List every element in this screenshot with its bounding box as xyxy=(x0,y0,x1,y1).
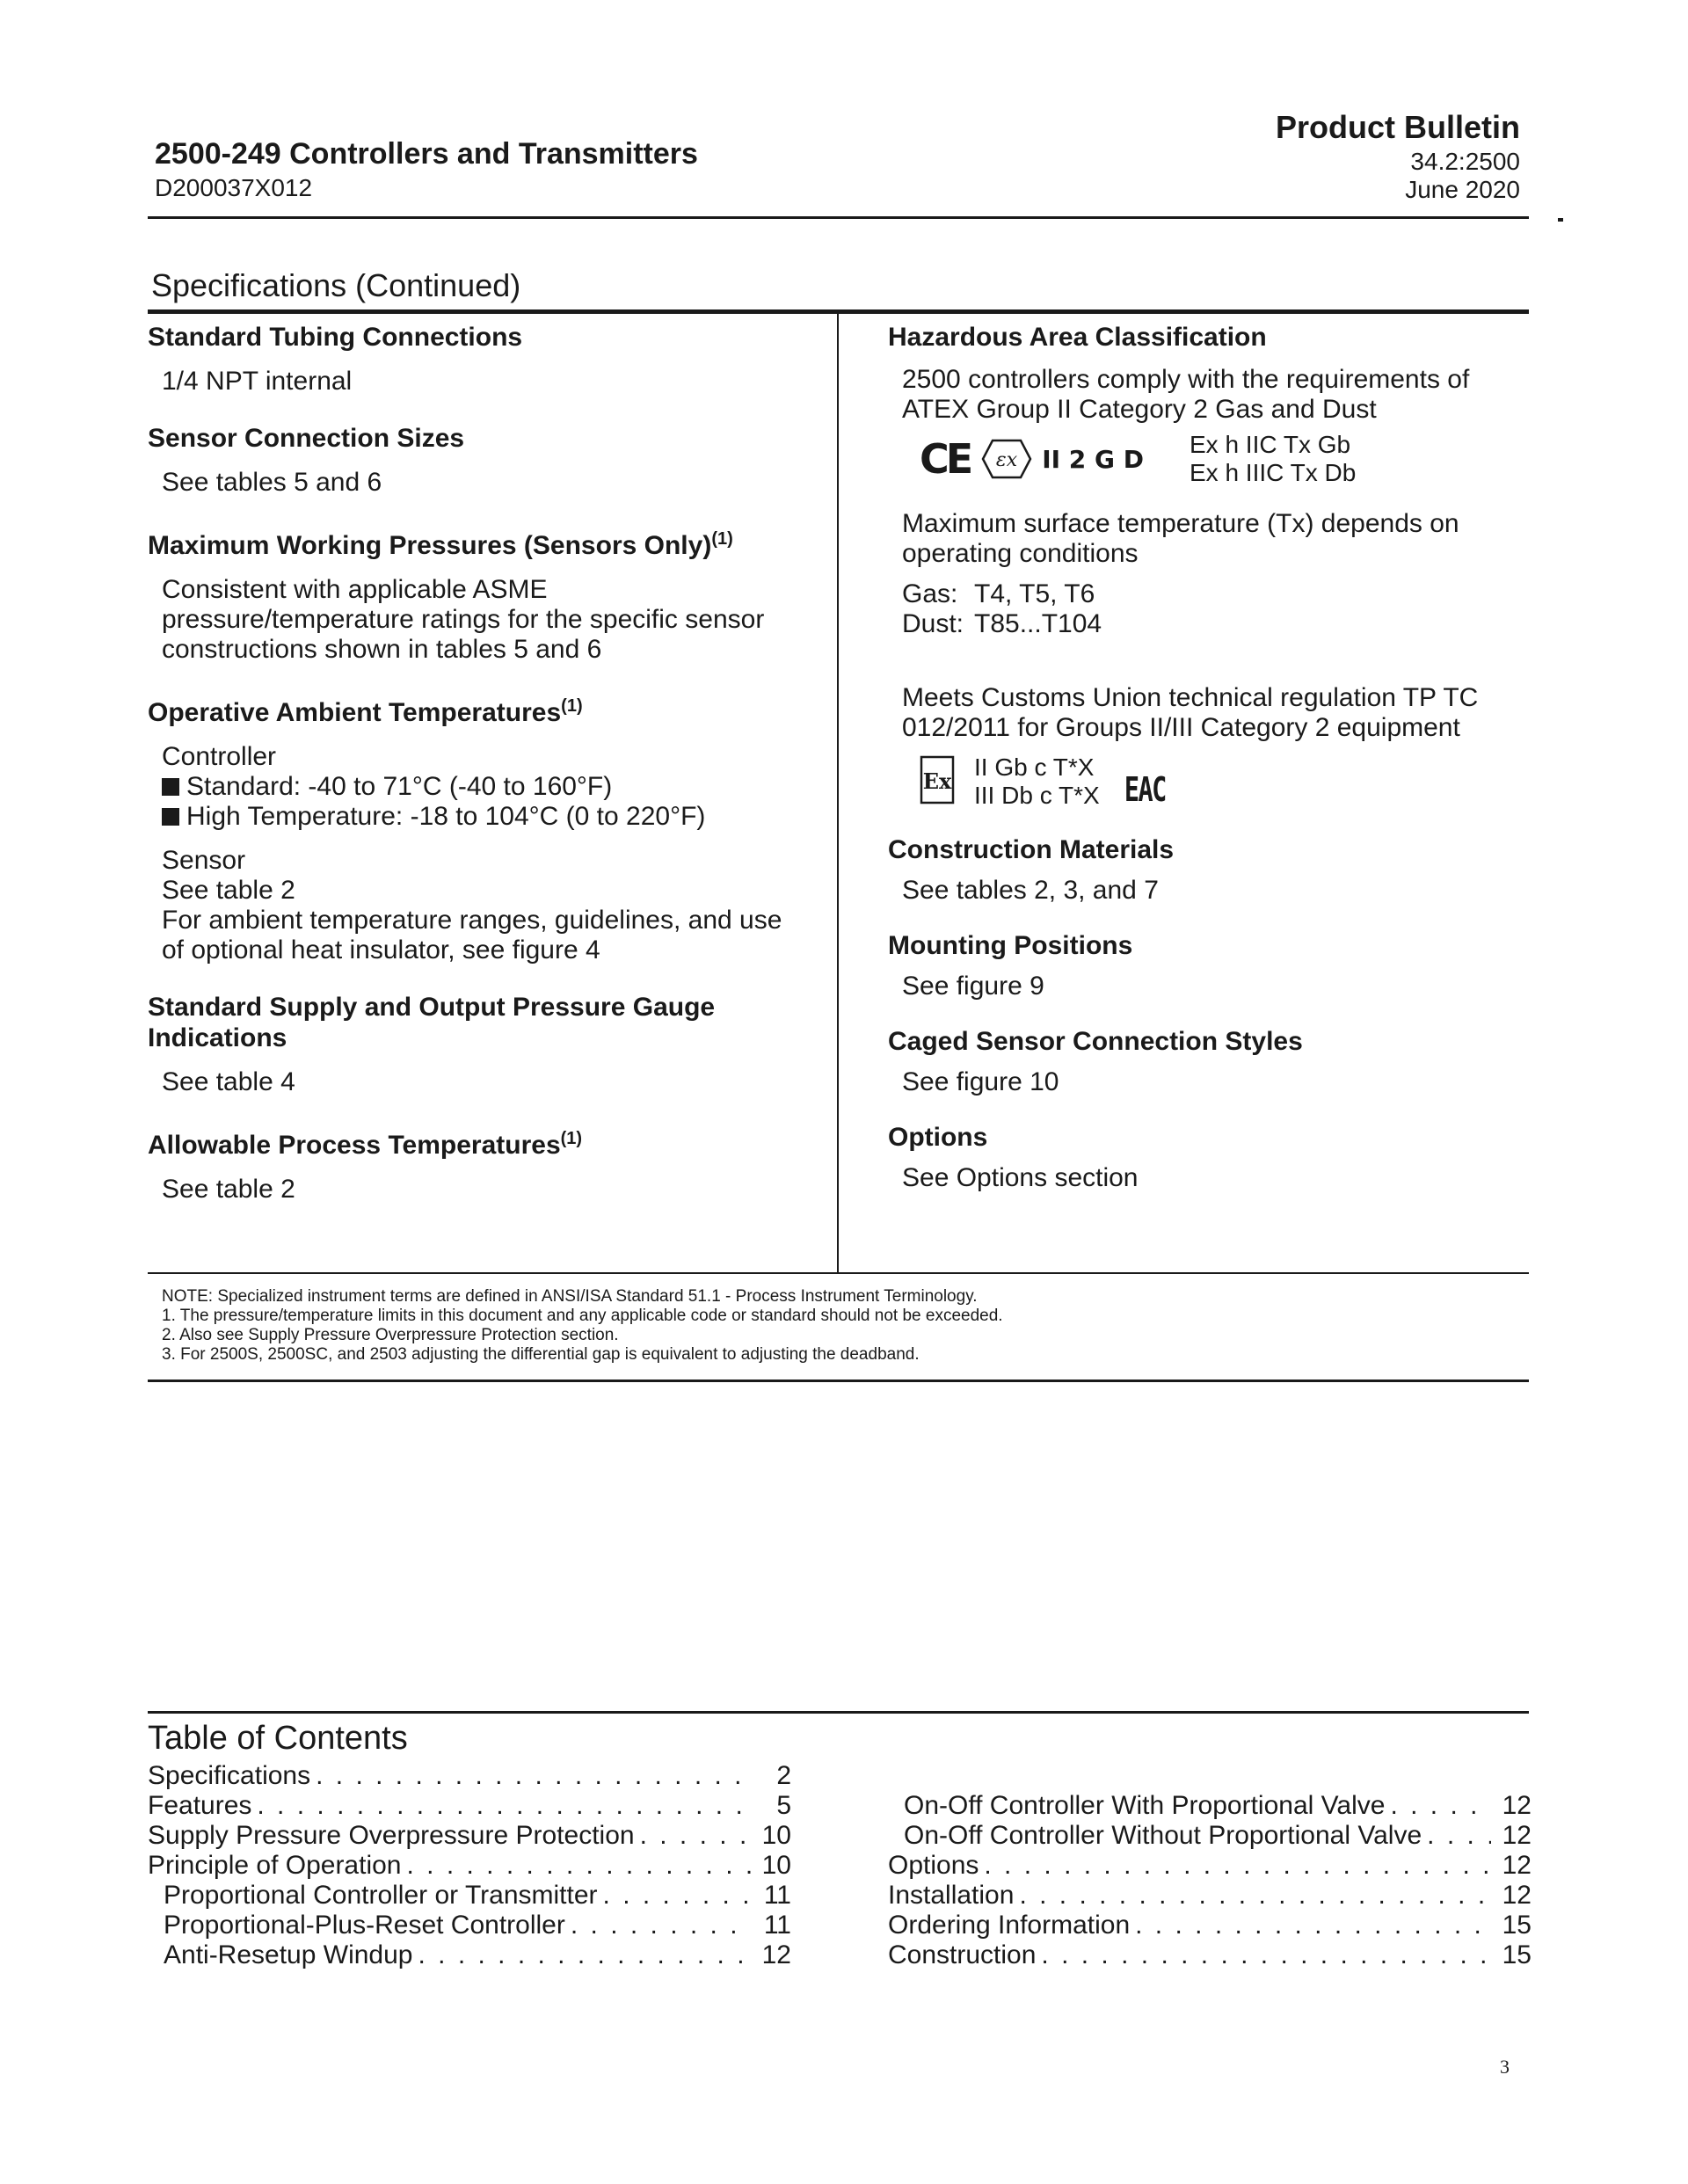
toc-entry[interactable]: On-Off Controller Without Proportional Valve . . . 12 xyxy=(888,1821,1532,1851)
specs-left-column xyxy=(148,322,825,1205)
toc-entry[interactable]: Options . . . 12 xyxy=(888,1851,1532,1881)
hazard-text: 2500 controllers comply with the requirements of ATEX Group II Category 2 Gas and Dust xyxy=(902,365,1470,424)
note-line: 2. Also see Supply Pressure Overpressure Protection section. xyxy=(162,1326,619,1344)
eac-marking xyxy=(920,750,1521,810)
ex-box-icon xyxy=(920,755,955,804)
ce-mark-icon: CE xyxy=(920,435,971,483)
sensor-text-2: of optional heat insulator, see figure 4 xyxy=(162,935,600,965)
gas-row: Gas: T4, T5, T6 xyxy=(902,579,1095,608)
ex-hexagon-icon xyxy=(980,438,1033,480)
bullet-square-icon xyxy=(162,808,179,826)
column-divider xyxy=(837,313,839,1273)
sensor-label: Sensor xyxy=(162,846,246,875)
materials-heading: Construction Materials xyxy=(888,835,1175,864)
dust-row: Dust: T85...T104 xyxy=(902,609,1102,638)
hazard-heading: Hazardous Area Classification xyxy=(888,323,1267,352)
toc-entry[interactable]: Proportional-Plus-Reset Controller . . . 11 xyxy=(148,1911,791,1940)
toc-entry[interactable]: Proportional Controller or Transmitter . . . 11 xyxy=(148,1881,791,1911)
eac-mark-icon: EAC xyxy=(1124,770,1166,809)
atex-group: II 2 G D xyxy=(1042,444,1144,474)
specs-right-column xyxy=(888,322,1521,1193)
mounting-heading: Mounting Positions xyxy=(888,931,1133,960)
ambient-temp-heading: Operative Ambient Temperatures$^{(1)}$ xyxy=(148,696,583,727)
max-pressure-heading: Maximum Working Pressures (Sensors Only)$^{(1)}$ xyxy=(148,529,733,560)
sensor-sizes-text: See tables 5 and 6 xyxy=(162,468,382,497)
ex-box-text: Ex xyxy=(922,768,952,794)
customs-text: Meets Customs Union technical regulation TP TC 012/2011 for Groups II/III Category 2 equipment xyxy=(902,683,1479,742)
bulletin-title: Product Bulletin xyxy=(1276,109,1520,145)
surface-temp-text: Maximum surface temperature (Tx) depends on operating conditions xyxy=(902,509,1459,568)
process-temp-text: See table 2 xyxy=(162,1175,295,1204)
note-line: 3. For 2500S, 2500SC, and 2503 adjusting the differential gap is equivalent to adjusting the deadband. xyxy=(162,1345,920,1364)
bulletin-number: 34.2:2500 xyxy=(1410,148,1520,175)
caged-text: See figure 10 xyxy=(902,1067,1059,1096)
atex-codes: Ex h IIC Tx Gb Ex h IIIC Tx Db xyxy=(1189,431,1357,486)
margin-tick xyxy=(1558,218,1563,222)
toc-right-column xyxy=(888,1791,1532,1970)
toc-entry[interactable]: Principle of Operation . . . 10 xyxy=(148,1851,791,1881)
toc-entry[interactable]: Anti-Resetup Windup . . . 12 xyxy=(148,1940,791,1970)
eac-codes: II Gb c T*X III Db c T*X xyxy=(974,753,1100,809)
notes-top-rule xyxy=(148,1272,1529,1274)
sensor-see-table: See table 2 xyxy=(162,876,295,905)
process-temp-heading: Allowable Process Temperatures$^{(1)}$ xyxy=(148,1129,583,1160)
ex-mark-text: εx xyxy=(996,449,1018,471)
toc-entry[interactable]: Construction . . . 15 xyxy=(888,1940,1532,1970)
bulletin-date: June 2020 xyxy=(1405,176,1520,203)
sensor-text-1: For ambient temperature ranges, guidelines, and use xyxy=(162,906,782,935)
gauge-text: See table 4 xyxy=(162,1067,295,1096)
footnote-ref: (1) xyxy=(711,529,733,549)
note-line: NOTE: Specialized instrument terms are defined in ANSI/ISA Standard 51.1 - Process Instrument Terminology. xyxy=(162,1287,978,1306)
document-title: 2500-249 Controllers and Transmitters xyxy=(155,137,698,171)
toc-entry[interactable]: Specifications . . . 2 xyxy=(148,1761,791,1791)
toc-rule xyxy=(148,1711,1529,1714)
sensor-sizes-heading: Sensor Connection Sizes xyxy=(148,424,465,453)
controller-label: Controller xyxy=(162,742,277,771)
note-line: 1. The pressure/temperature limits in this document and any applicable code or standard should not be exceeded. xyxy=(162,1307,1003,1325)
spec-notes xyxy=(162,1287,1481,1365)
caged-heading: Caged Sensor Connection Styles xyxy=(888,1027,1303,1056)
page-number: 3 xyxy=(1500,2056,1510,2078)
toc-entry[interactable]: Installation . . . 12 xyxy=(888,1881,1532,1911)
toc-entry[interactable]: Features . . . 5 xyxy=(148,1791,791,1821)
bullet-square-icon xyxy=(162,778,179,796)
gauge-heading: Standard Supply and Output Pressure Gauge Indications xyxy=(148,993,716,1052)
mounting-text: See figure 9 xyxy=(902,972,1044,1001)
high-temp-item: High Temperature: -18 to 104°C (0 to 220°F) xyxy=(162,802,825,832)
header-rule xyxy=(148,216,1529,219)
standard-temp-item: Standard: -40 to 71°C (-40 to 160°F) xyxy=(162,772,825,802)
footnote-ref: (1) xyxy=(560,1129,583,1148)
specifications-title: Specifications (Continued) xyxy=(151,267,521,303)
tubing-heading: Standard Tubing Connections xyxy=(148,323,523,352)
atex-marking xyxy=(920,432,1521,486)
options-text: See Options section xyxy=(902,1163,1139,1192)
tubing-text: 1/4 NPT internal xyxy=(162,367,353,396)
materials-text: See tables 2, 3, and 7 xyxy=(902,876,1159,905)
options-heading: Options xyxy=(888,1123,988,1152)
notes-bottom-rule xyxy=(148,1380,1529,1382)
toc-title: Table of Contents xyxy=(148,1720,408,1757)
toc-entry[interactable]: On-Off Controller With Proportional Valve . . . 12 xyxy=(888,1791,1532,1821)
document-number: D200037X012 xyxy=(155,174,313,201)
max-pressure-text: Consistent with applicable ASME pressure/temperature ratings for the specific sensor constructions shown in tables 5 and 6 xyxy=(162,575,765,664)
toc-entry[interactable]: Supply Pressure Overpressure Protection . . . 10 xyxy=(148,1821,791,1851)
toc-left-column xyxy=(148,1761,791,1970)
toc-entry[interactable]: Ordering Information . . . 15 xyxy=(888,1911,1532,1940)
footnote-ref: (1) xyxy=(561,696,583,716)
